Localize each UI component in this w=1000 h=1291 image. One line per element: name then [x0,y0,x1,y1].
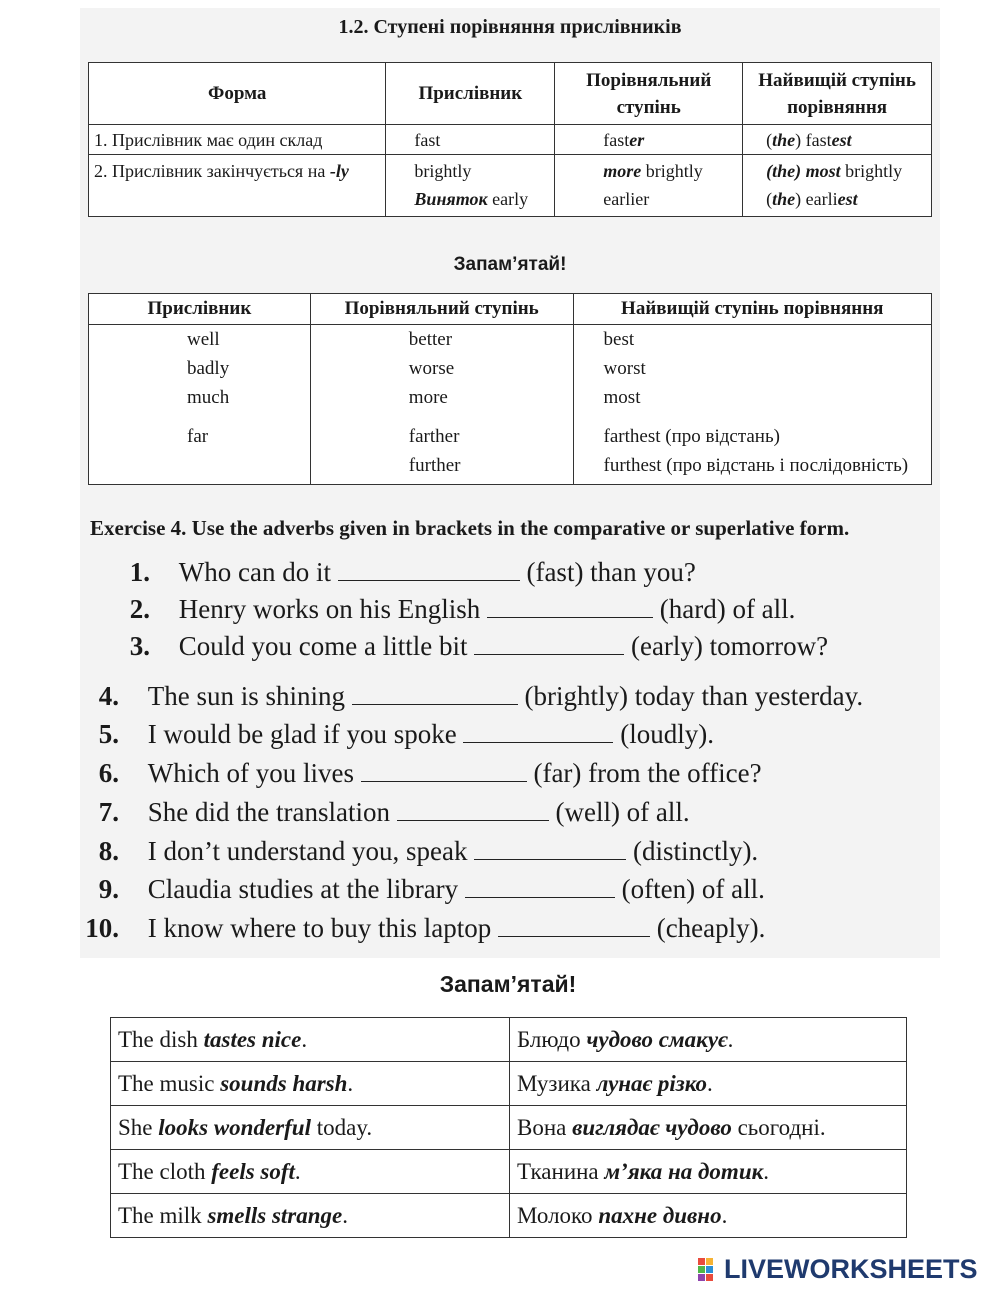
exercise-title: Exercise 4. Use the adverbs given in brackets in the comparative or superlative form. [90,516,850,540]
row1-form: 1. Прислівник має один склад [89,125,386,155]
liveworksheets-logo-icon [698,1258,722,1282]
exercise-item-10: 10. I know where to buy this laptop (cheaply). [85,913,766,943]
header-form: Форма [89,63,386,125]
row1-superlative: (the) fastest [743,125,932,155]
answer-blank-4[interactable] [352,682,518,705]
row2-comparative: more brightly earlier [555,155,743,217]
header-superlative: Найвищій ступінь порівняння [573,294,931,325]
comparative-column: better worse more farther further [310,325,573,485]
exercise-item-8: 8. I don’t understand you, speak (distinctly). [98,836,759,866]
table-row [111,1150,907,1194]
table-row [111,1018,907,1062]
ukrainian-cell: Тканина м’яка на дотик. [510,1150,907,1194]
exercise-item-4: 4. The sun is shining (brightly) today than yesterday. [98,681,864,711]
ukrainian-cell: Блюдо чудово смакує. [510,1018,907,1062]
header-adverb: Прислівник [386,63,555,125]
sense-verbs-table [110,1017,907,1238]
answer-blank-5[interactable] [463,720,613,743]
adverb-column: well badly much far [89,325,311,485]
section-title: 1.2. Ступені порівняння прислівників [338,16,682,38]
exercise-item-3: 3. Could you come a little bit (early) tomorrow? [129,631,829,661]
answer-blank-3[interactable] [474,632,624,655]
exercise-item-2: 2. Henry works on his English (hard) of all. [129,594,796,624]
answer-blank-7[interactable] [397,798,549,821]
table-row [111,1194,907,1238]
brand-logo-text: LIVEWORKSHEETS [724,1254,978,1284]
comparison-forms-table [88,62,932,217]
english-cell: The music sounds harsh. [111,1062,510,1106]
remember-heading-1: Запам’ятай! [453,254,567,275]
answer-blank-2[interactable] [487,595,653,618]
table-row [111,1062,907,1106]
answer-blank-6[interactable] [361,759,527,782]
header-adverb: Прислівник [89,294,311,325]
ukrainian-cell: Музика лунає різко. [510,1062,907,1106]
ukrainian-cell: Молоко пахне дивно. [510,1194,907,1238]
exercise-item-5: 5. I would be glad if you spoke (loudly). [98,719,714,749]
exercise-item-9: 9. Claudia studies at the library (often) of all. [98,874,765,904]
answer-blank-8[interactable] [474,837,626,860]
answer-blank-10[interactable] [498,914,650,937]
row1-adverb: fast [386,125,555,155]
row2-superlative: (the) most brightly (the) earliest [743,155,932,217]
row2-adverb: brightly Виняток early [386,155,555,217]
remember-heading-2: Запам’ятай! [439,971,577,997]
exercise-item-6: 6. Which of you lives (far) from the office? [98,758,762,788]
english-cell: She looks wonderful today. [111,1106,510,1150]
english-cell: The dish tastes nice. [111,1018,510,1062]
answer-blank-1[interactable] [338,558,520,581]
row2-form: 2. Прислівник закінчується на -ly [89,155,386,217]
table-row [111,1106,907,1150]
answer-blank-9[interactable] [465,875,615,898]
row1-comparative: faster [555,125,743,155]
exercise-item-7: 7. She did the translation (well) of all. [98,797,690,827]
header-superlative: Найвищій ступінь порівняння [743,63,932,125]
ukrainian-cell: Вона виглядає чудово сьогодні. [510,1106,907,1150]
superlative-column: best worst most farthest (про відстань) furthest (про відстань і послідовність) [573,325,931,485]
irregular-adverbs-table [88,293,932,485]
header-comparative: Порівняльний ступінь [555,63,743,125]
english-cell: The milk smells strange. [111,1194,510,1238]
header-comparative: Порівняльний ступінь [310,294,573,325]
english-cell: The cloth feels soft. [111,1150,510,1194]
exercise-item-1: 1. Who can do it (fast) than you? [129,557,696,587]
